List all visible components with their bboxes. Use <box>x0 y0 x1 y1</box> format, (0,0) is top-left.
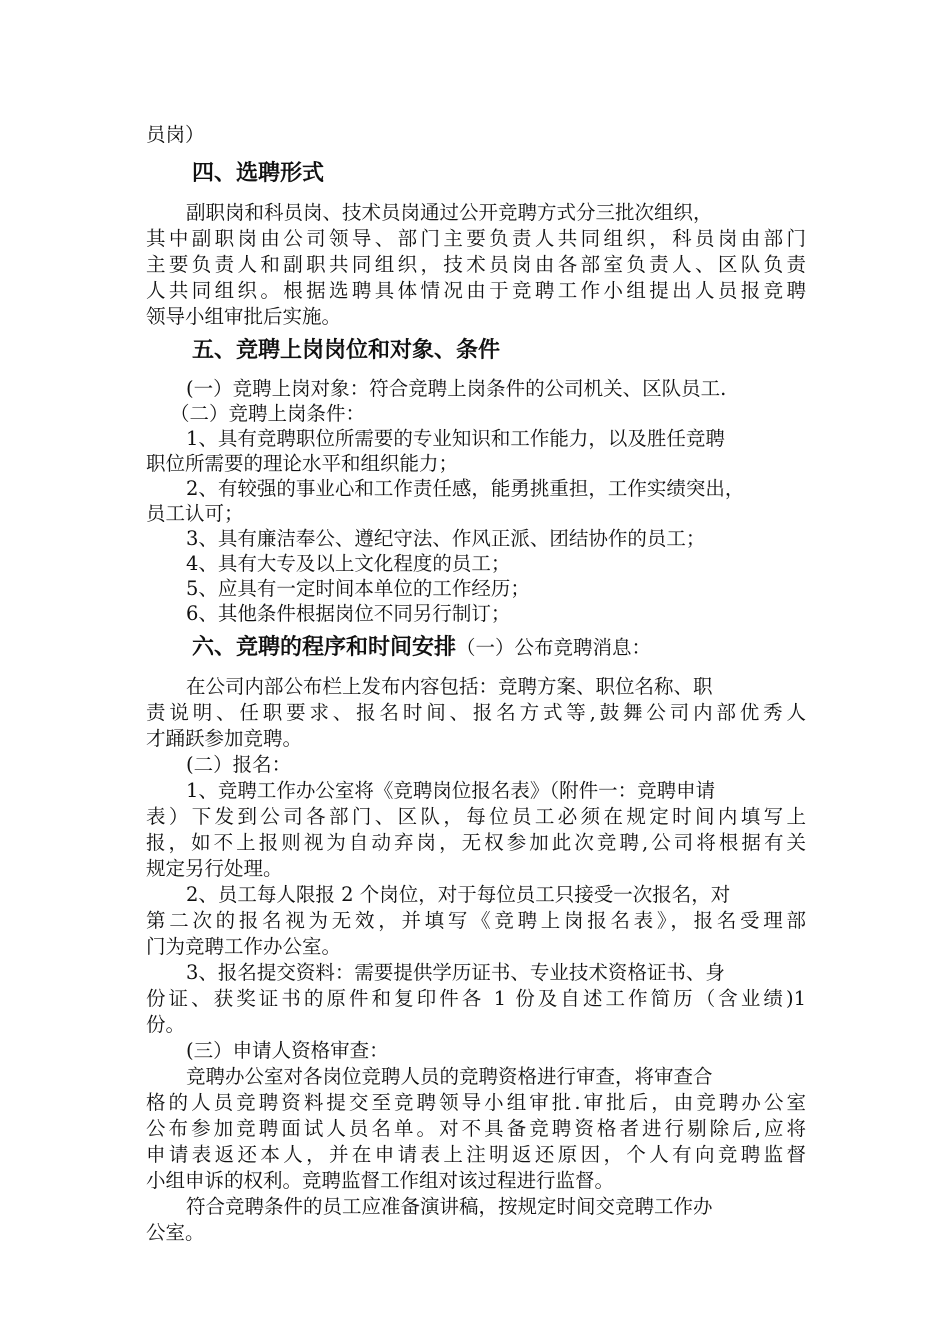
text-line: 主要负责人和副职共同组织，技术员岗由各部室负责人、区队负责 <box>146 253 806 276</box>
section-heading-6-title: 六、竞聘的程序和时间安排 <box>192 635 457 660</box>
text-line: 第二次的报名视为无效，并填写《竞聘上岗报名表》，报名受理部 <box>146 909 806 932</box>
text-line: 3、具有廉洁奉公、遵纪守法、作风正派、团结协作的员工； <box>186 527 706 550</box>
text-line: 职位所需要的理论水平和组织能力； <box>146 452 459 475</box>
text-line: 门为竞聘工作办公室。 <box>146 935 342 958</box>
text-line: 竞聘办公室对各岗位竞聘人员的竞聘资格进行审查，将审查合 <box>186 1065 713 1088</box>
text-line: 小组申诉的权利。竞聘监督工作组对该过程进行监督。 <box>146 1169 615 1192</box>
text-line: 申请表返还本人，并在申请表上注明返还原因，个人有向竞聘监督 <box>146 1143 806 1166</box>
text-line: 人共同组织。根据选聘具体情况由于竞聘工作小组提出人员报竞聘 <box>146 279 806 302</box>
text-line: 2、员工每人限报 2 个岗位，对于每位员工只接受一次报名，对 <box>186 883 731 906</box>
text-line: 公室。 <box>146 1221 205 1244</box>
text-line: 5、应具有一定时间本单位的工作经历； <box>186 577 530 600</box>
text-line: 员岗） <box>146 123 205 146</box>
text-line: (一）竞聘上岗对象：符合竞聘上岗条件的公司机关、区队员工. <box>186 377 727 400</box>
section-heading-4: 四、选聘形式 <box>192 161 325 186</box>
text-line: 在公司内部公布栏上发布内容包括：竞聘方案、职位名称、职 <box>186 675 713 698</box>
section-heading-6 <box>192 634 651 662</box>
text-line: 规定另行处理。 <box>146 857 283 880</box>
text-line: 1、具有竞聘职位所需要的专业知识和工作能力，以及胜任竞聘 <box>186 427 725 450</box>
section-heading-5: 五、竞聘上岗岗位和对象、条件 <box>192 338 501 363</box>
text-line: 符合竞聘条件的员工应准备演讲稿，按规定时间交竞聘工作办 <box>186 1195 713 1218</box>
text-line: （二）竞聘上岗条件： <box>170 402 366 425</box>
text-line: 副职岗和科员岗、技术员岗通过公开竞聘方式分三批次组织， <box>186 201 713 224</box>
text-line: 格的人员竞聘资料提交至竞聘领导小组审批.审批后，由竞聘办公室 <box>146 1091 806 1114</box>
text-line: 2、有较强的事业心和工作责任感，能勇挑重担，工作实绩突出， <box>186 477 745 500</box>
text-line: 其中副职岗由公司领导、部门主要负责人共同组织，科员岗由部门 <box>146 227 806 250</box>
text-line: 才踊跃参加竞聘。 <box>146 727 303 750</box>
text-line: 4、具有大专及以上文化程度的员工； <box>186 552 511 575</box>
text-line: 员工认可； <box>146 502 244 525</box>
text-line: 报，如不上报则视为自动弃岗，无权参加此次竞聘,公司将根据有关 <box>146 831 806 854</box>
text-line: 3、报名提交资料：需要提供学历证书、专业技术资格证书、身 <box>186 961 725 984</box>
text-line: 份。 <box>146 1013 186 1036</box>
text-line: 公布参加竞聘面试人员名单。对不具备竞聘资格者进行剔除后,应将 <box>146 1117 806 1140</box>
text-line: (三）申请人资格审查： <box>186 1039 389 1062</box>
text-line: 1、竞聘工作办公室将《竞聘岗位报名表》（附件一：竞聘申请 <box>186 779 716 802</box>
text-line: 份证、获奖证书的原件和复印件各 1 份及自述工作简历（含业绩)1 <box>146 987 806 1010</box>
text-line: 表）下发到公司各部门、区队，每位员工必须在规定时间内填写上 <box>146 805 806 828</box>
section-heading-6-subtitle: （一）公布竞聘消息： <box>456 636 652 659</box>
text-line: (二）报名： <box>186 753 292 776</box>
text-line: 责说明、任职要求、报名时间、报名方式等,鼓舞公司内部优秀人 <box>146 701 806 724</box>
text-line: 6、其他条件根据岗位不同另行制订； <box>186 602 511 625</box>
text-line: 领导小组审批后实施。 <box>146 305 342 328</box>
